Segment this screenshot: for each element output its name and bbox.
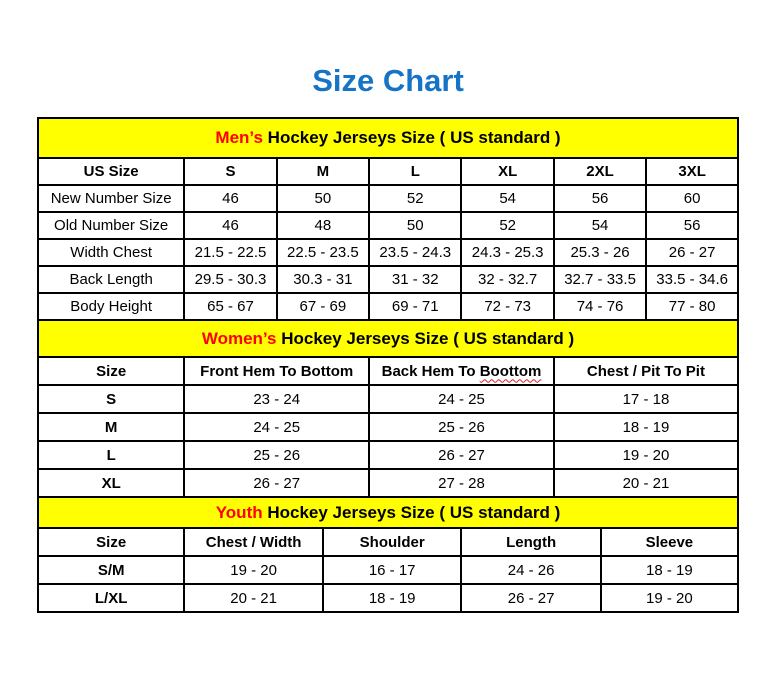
youth-row-label: S/M [38,556,184,584]
mens-value-cell: 56 [646,212,738,239]
womens-header-cell: Size [38,357,184,385]
mens-header-cell: M [277,158,369,185]
womens-value-cell: 25 - 26 [184,441,369,469]
youth-value-cell: 19 - 20 [601,584,738,612]
mens-row-label: Width Chest [38,239,184,266]
womens-data-row [38,469,738,497]
mens-value-cell: 48 [277,212,369,239]
youth-data-row [38,584,738,612]
womens-band-row [38,320,738,357]
mens-value-cell: 50 [369,212,461,239]
womens-band-highlight: Women’s [201,328,277,348]
mens-value-cell: 32 - 32.7 [461,266,553,293]
womens-data-row [38,413,738,441]
mens-value-cell: 56 [554,185,646,212]
mens-row-label: Back Length [38,266,184,293]
mens-value-cell: 46 [184,185,276,212]
womens-value-cell: 25 - 26 [369,413,554,441]
mens-header-cell: 3XL [646,158,738,185]
youth-header-cell: Sleeve [601,528,738,556]
youth-value-cell: 26 - 27 [461,584,600,612]
mens-value-cell: 29.5 - 30.3 [184,266,276,293]
womens-data-row [38,385,738,413]
mens-value-cell: 30.3 - 31 [277,266,369,293]
mens-value-cell: 23.5 - 24.3 [369,239,461,266]
mens-row-label: Old Number Size [38,212,184,239]
womens-row-label: XL [38,469,184,497]
womens-data-row [38,441,738,469]
womens-row-label: S [38,385,184,413]
mens-value-cell: 32.7 - 33.5 [554,266,646,293]
mens-value-cell: 22.5 - 23.5 [277,239,369,266]
youth-header-cell: Size [38,528,184,556]
mens-row-label: New Number Size [38,185,184,212]
mens-data-row [38,185,738,212]
mens-header-cell: XL [461,158,553,185]
youth-data-row [38,556,738,584]
mens-header-cell: 2XL [554,158,646,185]
youth-value-cell: 20 - 21 [184,584,323,612]
womens-value-cell: 17 - 18 [554,385,738,413]
mens-header-row [38,158,738,185]
womens-misspelled-word: Boottom [479,362,542,380]
mens-data-row [38,239,738,266]
page-title: Size Chart [312,63,464,98]
mens-data-row [38,266,738,293]
womens-value-cell: 24 - 25 [369,385,554,413]
youth-value-cell: 18 - 19 [601,556,738,584]
mens-data-row [38,293,738,320]
womens-row-label: L [38,441,184,469]
youth-header-cell: Shoulder [323,528,462,556]
mens-value-cell: 54 [461,185,553,212]
youth-header-cell: Chest / Width [184,528,323,556]
womens-band-title: Women’s Hockey Jerseys Size ( US standard ) [38,320,738,357]
mens-value-cell: 72 - 73 [461,293,553,320]
mens-value-cell: 46 [184,212,276,239]
mens-value-cell: 69 - 71 [369,293,461,320]
mens-header-cell: S [184,158,276,185]
mens-value-cell: 26 - 27 [646,239,738,266]
womens-header-cell: Chest / Pit To Pit [554,357,738,385]
womens-value-cell: 26 - 27 [369,441,554,469]
womens-value-cell: 27 - 28 [369,469,554,497]
mens-band-highlight: Men’s [215,128,263,147]
mens-value-cell: 31 - 32 [369,266,461,293]
youth-band-highlight: Youth [215,502,263,522]
mens-data-row [38,212,738,239]
youth-row-label: L/XL [38,584,184,612]
youth-value-cell: 19 - 20 [184,556,323,584]
mens-header-cell: US Size [38,158,184,185]
youth-band-title: Youth Hockey Jerseys Size ( US standard ) [38,497,738,528]
mens-value-cell: 50 [277,185,369,212]
mens-header-cell: L [369,158,461,185]
mens-value-cell: 65 - 67 [184,293,276,320]
youth-value-cell: 18 - 19 [323,584,462,612]
youth-value-cell: 24 - 26 [461,556,600,584]
mens-size-table [37,117,739,321]
size-chart-tables [37,117,739,613]
mens-value-cell: 60 [646,185,738,212]
womens-value-cell: 26 - 27 [184,469,369,497]
mens-value-cell: 25.3 - 26 [554,239,646,266]
mens-value-cell: 54 [554,212,646,239]
mens-value-cell: 21.5 - 22.5 [184,239,276,266]
mens-row-label: Body Height [38,293,184,320]
mens-value-cell: 74 - 76 [554,293,646,320]
womens-header-cell: Front Hem To Bottom [184,357,369,385]
mens-value-cell: 67 - 69 [277,293,369,320]
mens-band-row [38,118,738,158]
mens-value-cell: 52 [369,185,461,212]
mens-value-cell: 77 - 80 [646,293,738,320]
womens-value-cell: 23 - 24 [184,385,369,413]
mens-value-cell: 33.5 - 34.6 [646,266,738,293]
womens-header-row [38,357,738,385]
mens-value-cell: 52 [461,212,553,239]
mens-band-title: Men’s Hockey Jerseys Size ( US standard ) [38,118,738,158]
womens-row-label: M [38,413,184,441]
womens-value-cell: 24 - 25 [184,413,369,441]
mens-value-cell: 24.3 - 25.3 [461,239,553,266]
womens-value-cell: 19 - 20 [554,441,738,469]
youth-size-table [37,496,739,613]
womens-header-cell: Back Hem To Boottom [369,357,554,385]
womens-value-cell: 20 - 21 [554,469,738,497]
youth-header-row [38,528,738,556]
youth-band-row [38,497,738,528]
youth-header-cell: Length [461,528,600,556]
womens-value-cell: 18 - 19 [554,413,738,441]
womens-size-table [37,319,739,498]
youth-value-cell: 16 - 17 [323,556,462,584]
